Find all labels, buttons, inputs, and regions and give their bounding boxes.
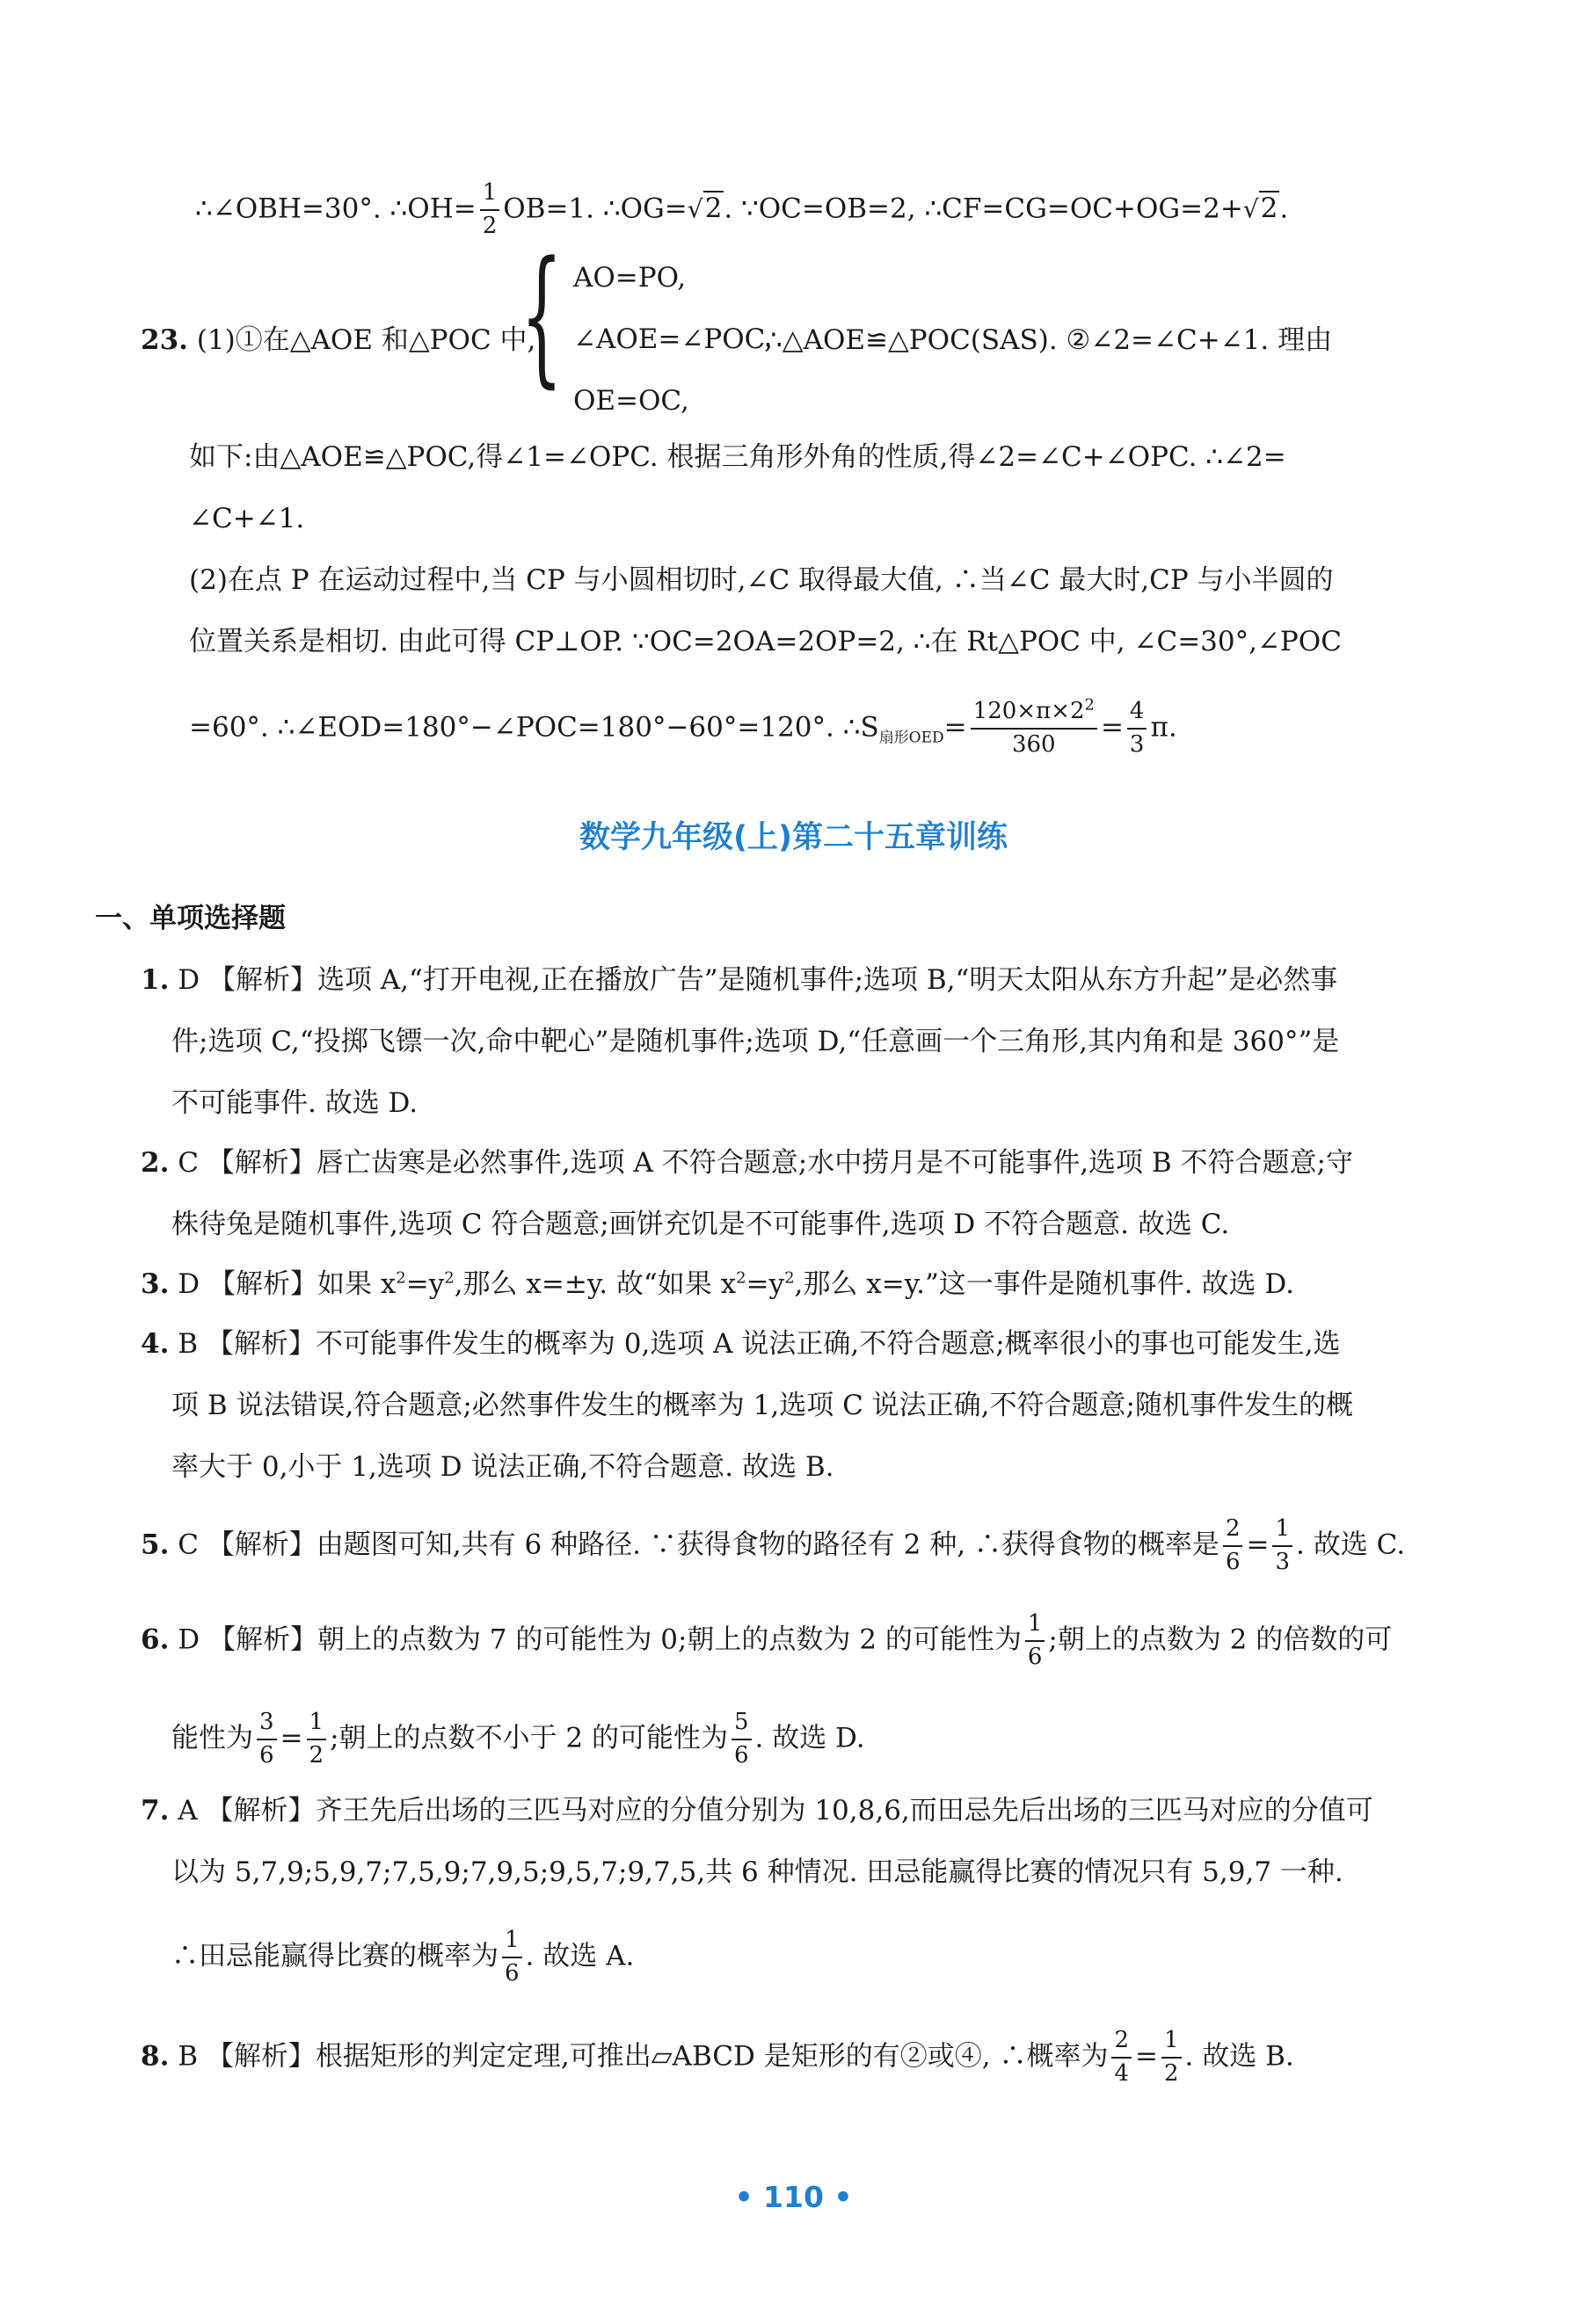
fraction: $\frac{120\times\pi\times 2^2}{360}$ xyxy=(971,699,1097,759)
fraction: $\frac{1}{6}$ xyxy=(1025,1611,1045,1671)
sqrt-radicand: 2 xyxy=(704,192,723,225)
sqrt-radicand: 2 xyxy=(1260,192,1278,225)
system-line: AO=PO, xyxy=(573,262,687,294)
q4-line: 率大于 0,小于 1,选项 D 说法正确,不符合题意. 故选 B. xyxy=(171,1451,834,1483)
q6-line: 能性为 $\frac{3}{6}$ = $\frac{1}{2}$ ;朝上的点数不小于 2 的可能性为 $\frac{5}{6}$ . 故选 D. xyxy=(171,1709,865,1768)
prev-solution-line: ∴∠OBH=30°. ∴OH= $\frac{1}{2}$ OB=1. ∴OG=√2. ∵OC=OB=2, ∴CF=CG=OC+OG=2+√2. xyxy=(195,179,1289,239)
q7-line: 以为 5,7,9;5,9,7;7,5,9;7,9,5;9,5,7;9,7,5,共 6 种情况. 田忌能赢得比赛的情况只有 5,9,7 一种. xyxy=(171,1856,1343,1888)
fraction: $\frac{1}{2}$ xyxy=(480,180,500,240)
q3-line: 3. D 【解析】如果 $x^2=y^2$,那么 x=±y. 故“如果 $x^2=y^2$,那么 x=y.”这一事件是随机事件. 故选 D. xyxy=(141,1268,1294,1300)
section-title: 一、单项选择题 xyxy=(95,903,286,934)
fraction: $\frac{2}{4}$ xyxy=(1111,2028,1132,2088)
question-number: 23. xyxy=(141,324,188,356)
q23-first-line: 23. (1)①在△AOE 和△POC 中, xyxy=(141,324,536,356)
q7-line: ∴田忌能赢得比赛的概率为 $\frac{1}{6}$ . 故选 A. xyxy=(171,1927,635,1986)
question-number: 8. xyxy=(141,2040,170,2073)
q1-line: 不可能事件. 故选 D. xyxy=(171,1087,419,1119)
q23-line: 如下:由△AOE≌△POC,得∠1=∠OPC. 根据三角形外角的性质,得∠2=∠C+∠OPC. ∴∠2= xyxy=(189,441,1286,473)
q8-line: 8. B 【解析】根据矩形的判定定理,可推出▱ABCD 是矩形的有②或④, ∴概率为 $\frac{2}{4}$ = $\frac{1}{2}$ . 故选 B. xyxy=(141,2027,1294,2087)
q23-line: 位置关系是相切. 由此可得 CP⊥OP. ∵OC=2OA=2OP=2, ∴在 Rt△POC 中, ∠C=30°,∠POC xyxy=(189,626,1342,657)
fraction: $\frac{1}{3}$ xyxy=(1272,1516,1292,1576)
fraction: $\frac{5}{6}$ xyxy=(732,1710,752,1769)
q4-line: 4. B 【解析】不可能事件发生的概率为 0,选项 A 说法正确,不符合题意;概率很小的事也可能发生,选 xyxy=(141,1328,1341,1360)
question-number: 4. xyxy=(141,1328,170,1360)
q7-line: 7. A 【解析】齐王先后出场的三匹马对应的分值分别为 10,8,6,而田忌先后出场的三匹马对应的分值可 xyxy=(141,1795,1373,1827)
text: ∴∠OBH=30°. ∴OH= xyxy=(195,192,477,225)
question-number: 2. xyxy=(141,1147,170,1179)
q5-line: 5. C 【解析】由题图可知,共有 6 种路径. ∵获得食物的路径有 2 种, ∴获得食物的概率是 $\frac{2}{6}$ = $\frac{1}{3}$ . 故选 C. xyxy=(141,1515,1406,1575)
q23-line: ∠C+∠1. xyxy=(189,503,305,534)
fraction: $\frac{1}{6}$ xyxy=(502,1928,522,1987)
question-number: 7. xyxy=(141,1795,170,1827)
question-number: 6. xyxy=(141,1623,170,1656)
system-line: ∠AOE=∠POC, xyxy=(573,323,774,355)
page-number: • 110 • xyxy=(734,2180,853,2214)
q23-line-area: =60°. ∴∠EOD=180°−∠POC=180°−60°=120°. $\therefore S_{扇形OED}=$ $\frac{120\times\pi\times 2^2}{360}$ = $\frac{4}{3}$ π. xyxy=(189,695,1177,758)
fraction: $\frac{1}{2}$ xyxy=(307,1710,327,1769)
fraction: $\frac{1}{2}$ xyxy=(1161,2028,1182,2088)
question-number: 1. xyxy=(141,964,170,996)
question-number: 5. xyxy=(141,1529,170,1561)
fraction: $\frac{4}{3}$ xyxy=(1127,699,1147,759)
q2-line: 2. C 【解析】唇亡齿寒是必然事件,选项 A 不符合题意;水中捞月是不可能事件,选项 B 不符合题意;守 xyxy=(141,1147,1353,1179)
chapter-heading: 数学九年级(上)第二十五章训练 xyxy=(579,820,1008,855)
q2-line: 株待兔是随机事件,选项 C 符合题意;画饼充饥是不可能事件,选项 D 不符合题意. 故选 C. xyxy=(171,1209,1230,1240)
q4-line: 项 B 说法错误,符合题意;必然事件发生的概率为 1,选项 C 说法正确,不符合题意;随机事件发生的概 xyxy=(171,1390,1353,1421)
q23-line: (2)在点 P 在运动过程中,当 CP 与小圆相切时,∠C 取得最大值, ∴当∠C 最大时,CP 与小半圆的 xyxy=(189,564,1334,596)
q1-line: 件;选项 C,“投掷飞镖一次,命中靶心”是随机事件;选项 D,“任意画一个三角形,其内角和是 360°”是 xyxy=(171,1026,1340,1057)
question-number: 3. xyxy=(141,1268,170,1300)
left-brace-icon: { xyxy=(521,229,564,402)
fraction: $\frac{2}{6}$ xyxy=(1223,1516,1243,1576)
q23-tail: ∴△AOE≌△POC(SAS). ②∠2=∠C+∠1. 理由 xyxy=(765,324,1333,356)
q1-line: 1. D 【解析】选项 A,“打开电视,正在播放广告”是随机事件;选项 B,“明天太阳从东方升起”是必然事 xyxy=(141,964,1338,996)
system-line: OE=OC, xyxy=(573,385,689,417)
fraction: $\frac{3}{6}$ xyxy=(257,1710,277,1769)
q6-line: 6. D 【解析】朝上的点数为 7 的可能性为 0;朝上的点数为 2 的可能性为 $\frac{1}{6}$ ;朝上的点数为 2 的倍数的可 xyxy=(141,1610,1393,1670)
